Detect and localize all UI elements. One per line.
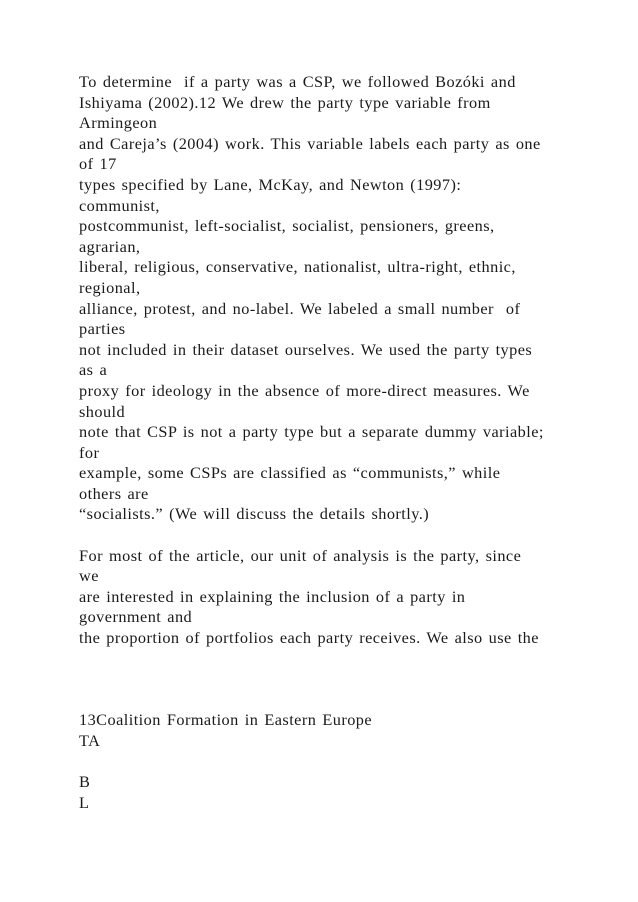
text-line: communist, [79,195,160,215]
text-line: For most of the article, our unit of analysis is the party, since [79,545,522,565]
text-line: not included in their dataset ourselves. We used the party types [79,339,533,359]
section-gap [79,669,619,690]
section-gap [79,649,619,670]
text-line: postcommunist, left-socialist, socialist, pensioners, greens, [79,216,495,236]
text-line: proxy for ideology in the absence of more-direct measures. We [79,380,530,400]
text-line: “socialists.” (We will discuss the details shortly.) [79,504,430,524]
text-line: parties [79,319,126,339]
footer-gap [79,752,619,773]
running-footer: 13Coalition Formation in Eastern Europe [79,710,373,730]
text-line: liberal, religious, conservative, nationalist, ultra-right, ethnic, [79,257,516,277]
text-line: the proportion of portfolios each party receives. We also use the [79,628,539,648]
document-text [79,72,619,813]
text-line: To determine if a party was a CSP, we followed Bozóki and [79,72,516,91]
text-line: government and [79,607,193,627]
text-line: as a [79,360,108,380]
table-fragment: TA [79,731,101,750]
paragraph-gap [79,525,619,546]
table-letters [79,772,619,813]
text-line: types specified by Lane, McKay, and Newton (1997): [79,174,462,194]
table-letter: L [79,792,90,812]
text-line: of 17 [79,154,117,174]
text-line: Ishiyama (2002).12 We drew the party type variable from [79,92,491,112]
text-line: we [79,566,99,586]
text-line: note that CSP is not a party type but a separate dummy variable; [79,422,544,442]
text-line: should [79,401,126,421]
text-line: alliance, protest, and no-label. We labeled a small number of [79,298,521,318]
page-footer [79,710,619,751]
paragraph-2 [79,546,619,649]
section-gap [79,690,619,711]
text-line: agrarian, [79,236,141,256]
text-line: regional, [79,277,141,297]
text-line: example, some CSPs are classified as “communists,” while [79,463,501,483]
text-line: for [79,442,100,462]
text-line: and Careja’s (2004) work. This variable labels each party as one [79,133,541,153]
text-line: are interested in explaining the inclusion of a party in [79,586,466,606]
table-letter: B [79,772,91,792]
text-line: Armingeon [79,113,158,133]
paragraph-1 [79,72,619,525]
text-line: others are [79,483,149,503]
